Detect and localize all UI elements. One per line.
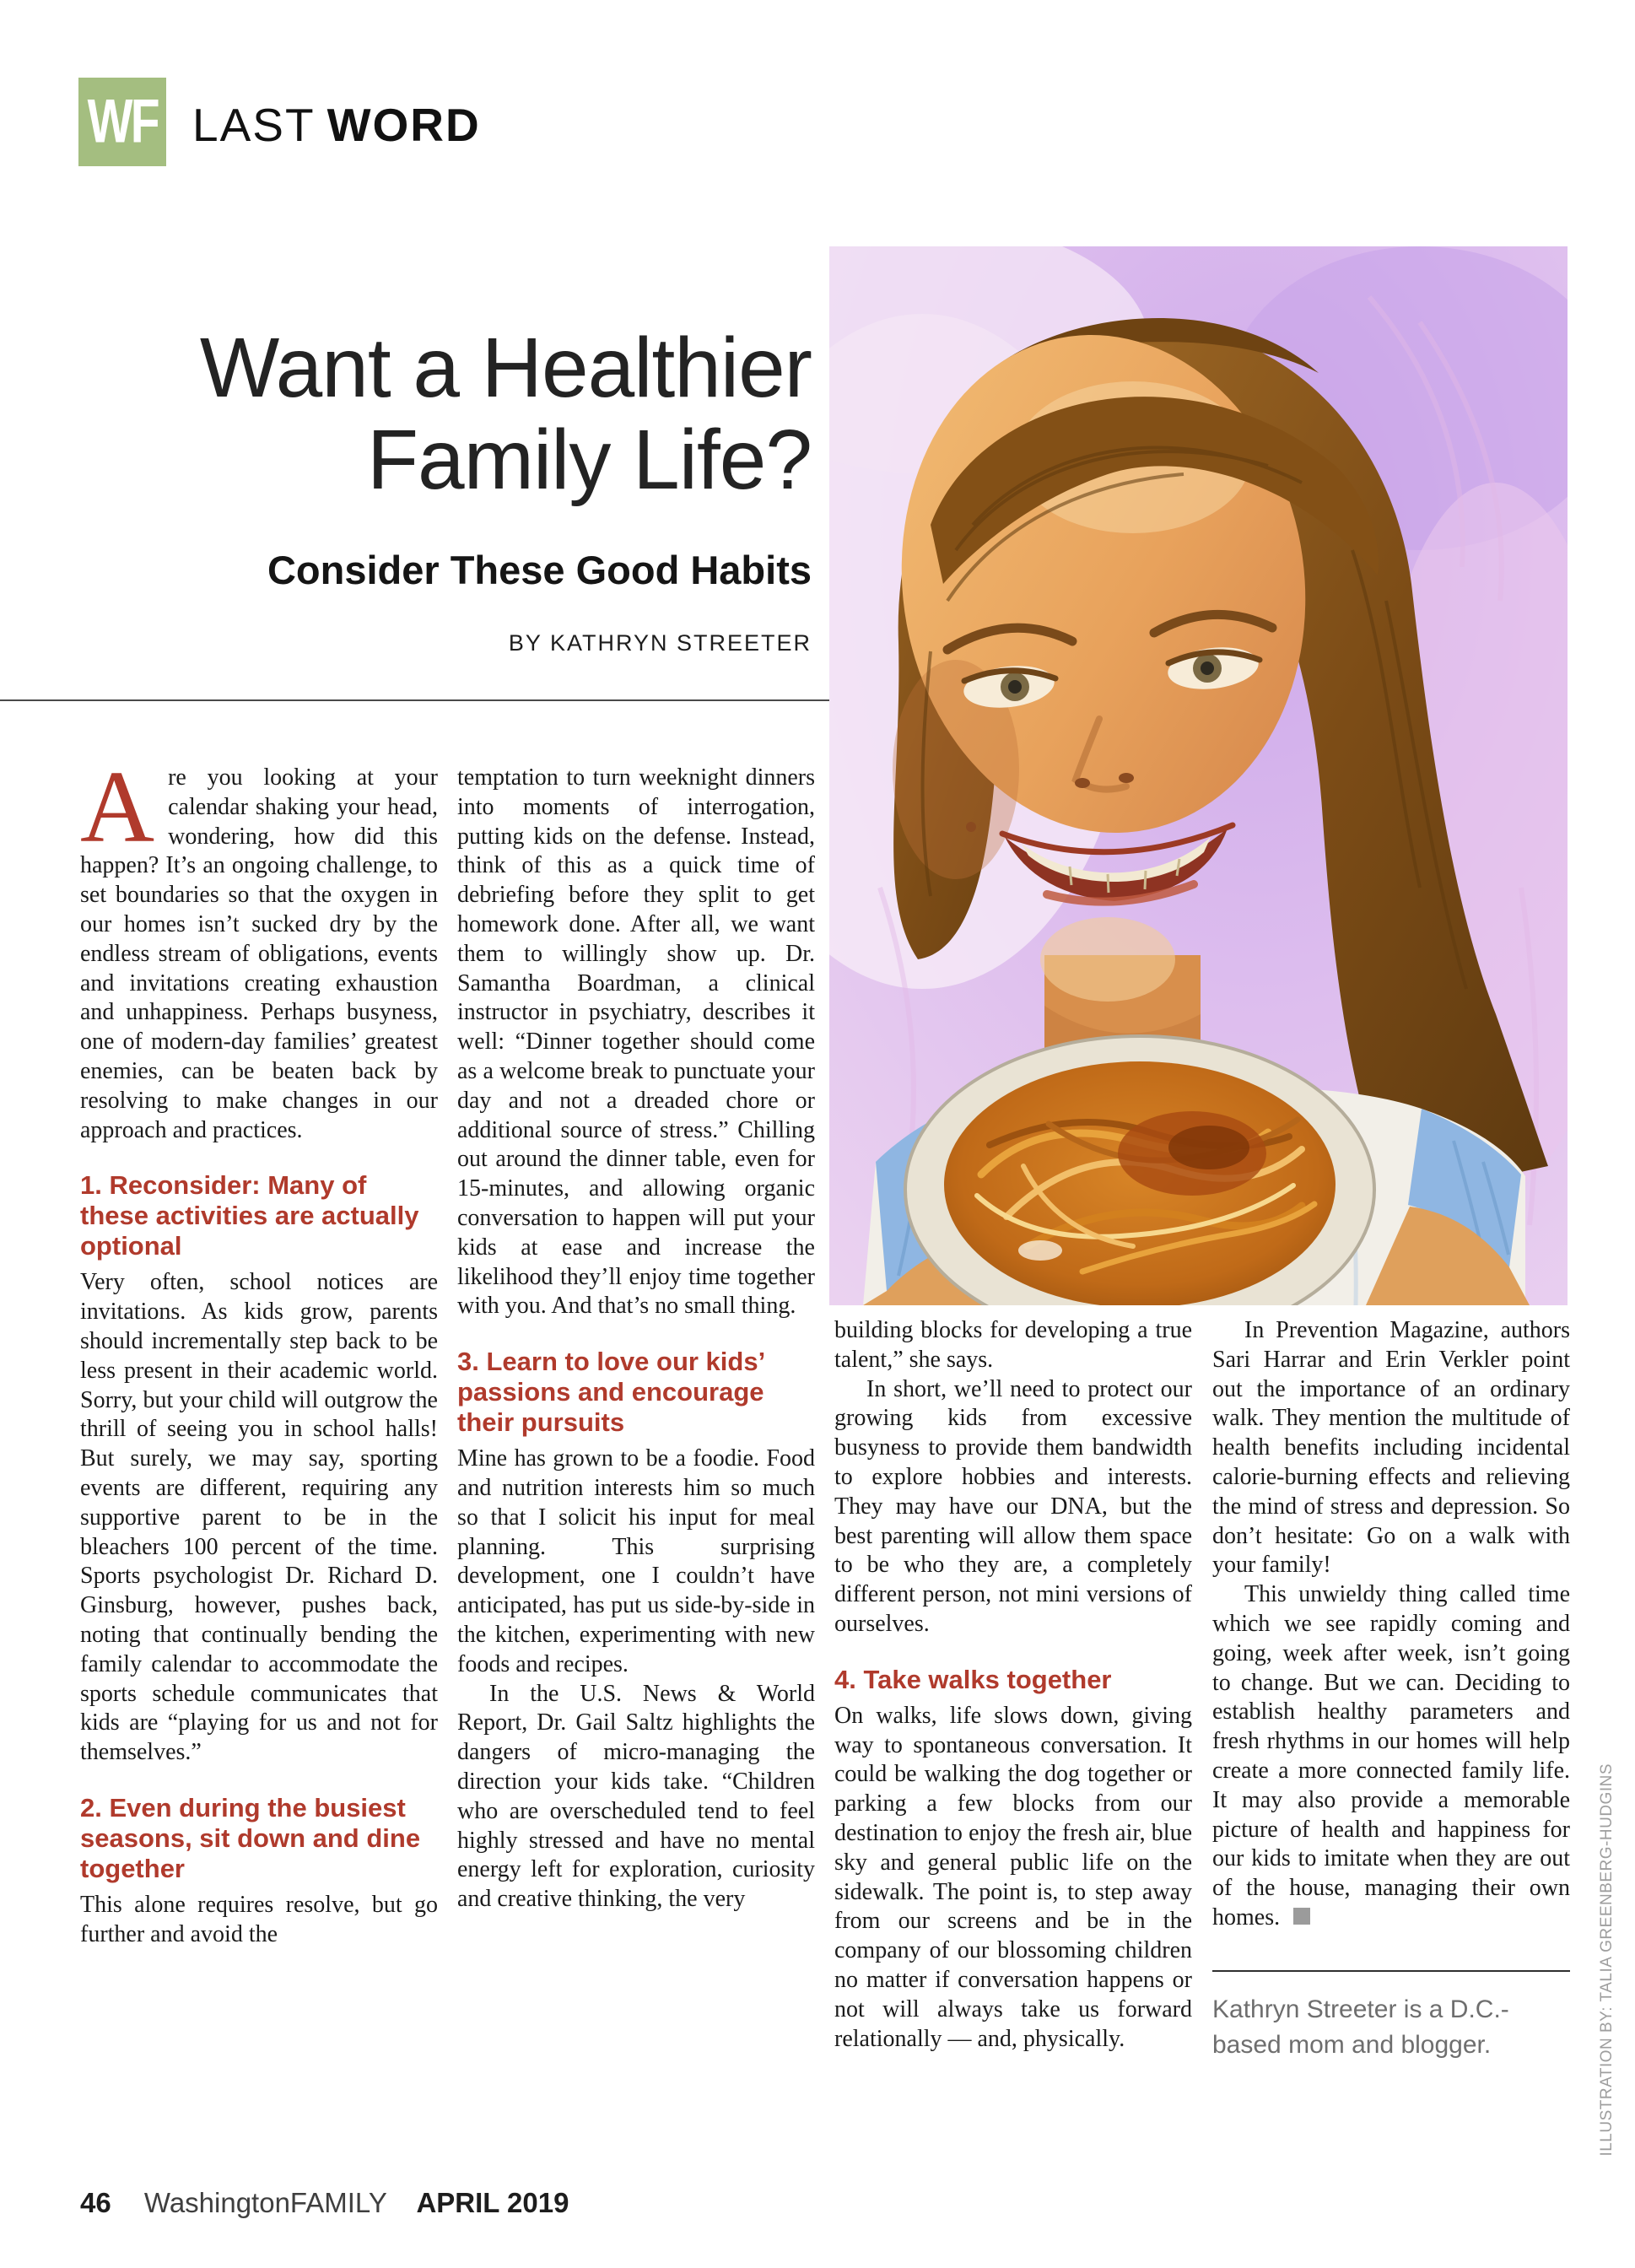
author-bio: Kathryn Streeter is a D.C.-based mom and blogger. [1212, 1970, 1570, 2063]
article-paragraph: This alone requires resolve, but go further and avoid the [80, 1891, 438, 1947]
section-heading: 1. Reconsider: Many of these activities are actually optional [80, 1170, 419, 1261]
article-paragraph: Mine has grown to be a foodie. Food and nutrition interests him so much so that I solicit his input for meal planning. This surprising development, one I couldn’t have anticipated, has put us side-by-side in the kitchen, experimenting with new foods and recipes. [457, 1445, 815, 1677]
divider-rule [0, 699, 829, 701]
magazine-logo [78, 78, 166, 166]
magazine-name: WashingtonFAMILY [143, 2187, 387, 2218]
article-column-2 [457, 764, 815, 2164]
section-title-light: LAST [192, 99, 316, 151]
section-heading: 2. Even during the busiest seasons, sit down and dine together [80, 1792, 421, 1883]
section-heading: 4. Take walks together [834, 1664, 1112, 1694]
article-paragraph: temptation to turn weeknight dinners into moments of interrogation, putting kids on the defense. Instead, think of this as a quick time of debriefing before they split to get homework done. After all, we want them to willingly show up. Dr. Samantha Boardman, a clinical instructor in psychiatry, describes it well: “Dinner together should come as a welcome break to punctuate your day and not a dreaded chore or additional source of stress.” Chilling out around the dinner table, even for 15-minutes, and allowing organic conversation to happen will put your kids at ease and increase the likelihood they’ll enjoy time together with you. And that’s no small thing. [457, 764, 815, 1320]
headline-line-2: Family Life? [366, 413, 812, 507]
section-heading: 3. Learn to love our kids’ passions and encourage their pursuits [457, 1347, 764, 1438]
page-number: 46 [80, 2187, 111, 2218]
section-title [192, 98, 481, 152]
article-paragraph: Are you looking at your calendar shaking your head, wondering, how did this happen? It’s an ongoing challenge, to set boundaries so that the oxygen in our homes isn’t sucked dry by the endless stream of obligations, events and invitations creating exhaustion and unhappiness. Perhaps busyness, one of modern-day families’ greatest enemies, can be beaten back by resolving to make changes in our approach and practices. [80, 764, 438, 1143]
illustration-svg [829, 246, 1568, 1305]
article-column-4 [1212, 1316, 1570, 2168]
issue-date: APRIL 2019 [416, 2187, 569, 2218]
headline-line-1: Want a Healthier [199, 321, 812, 415]
headline-subtitle: Consider These Good Habits [267, 548, 812, 592]
article-paragraph: Very often, school notices are invitations. As kids grow, parents should incrementally step back to be less present in their academic world. Sorry, but your child will outgrow the thrill of seeing you in school halls! But surely, we may say, sporting events are different, requiring any supportive parent to be in the bleachers 100 percent of the time. Sports psychologist Dr. Richard D. Ginsburg, however, pushes back, noting that continually bending the family calendar to accommodate the sports schedule communicates that kids are “playing for us and not for themselves.” [80, 1269, 438, 1766]
drop-cap: A [80, 764, 155, 864]
article-paragraph: On walks, life slows down, giving way to spontaneous conversation. It could be walking the dog together or parking a few blocks from our destination to enjoy the fresh air, blue sky and general public life on the sidewalk. The point is, to step away from our screens and be in the company of our blossoming children no matter if conversation happens or not will always take us forward relationally — and, physically. [834, 1702, 1192, 2052]
section-title-bold: WORD [326, 99, 481, 151]
article-paragraph: In short, we’ll need to protect our growing kids from excessive busyness to provide them bandwidth to explore hobbies and interests. They may have our DNA, but the best parenting will allow them space to be who they are, a completely different person, not mini versions of ourselves. [834, 1375, 1192, 1637]
article-column-3 [834, 1316, 1192, 2168]
byline: BY KATHRYN STREETER [508, 630, 812, 656]
illustration-credit: ILLUSTRATION BY: TALIA GREENBERG-HUDGINS [1598, 1763, 1616, 2157]
end-mark [1293, 1908, 1310, 1925]
logo-wf-text: WF [87, 87, 158, 157]
spaghetti-girl-illustration [829, 246, 1568, 1305]
headline-block [0, 322, 812, 656]
article-paragraph: building blocks for developing a true talent,” she says. [834, 1317, 1192, 1373]
article-paragraph: In Prevention Magazine, authors Sari Harrar and Erin Verkler point out the importance of an ordinary walk. They mention the multitude of health benefits including incidental calorie-burning effects and relieving the mind of stress and depression. So don’t hesitate: Go on a walk with your family! [1212, 1317, 1570, 1579]
article-paragraph: This unwieldy thing called time which we see rapidly coming and going, week after week, isn’t going to change. But we can. Deciding to establish healthy parameters and fresh rhythms in our homes will help create a more connected family life. It may also provide a memorable picture of health and happiness for our kids to imitate when they are out of the house, managing their own homes. [1212, 1581, 1570, 1930]
article-column-1 [80, 764, 438, 2164]
article-paragraph: In the U.S. News & World Report, Dr. Gail Saltz highlights the dangers of micro-managing the direction your kids take. “Children who are overscheduled tend to feel highly stressed and have no mental energy left for exploration, curiosity and creative thinking, the very [457, 1680, 815, 1913]
page-footer [80, 2187, 569, 2219]
